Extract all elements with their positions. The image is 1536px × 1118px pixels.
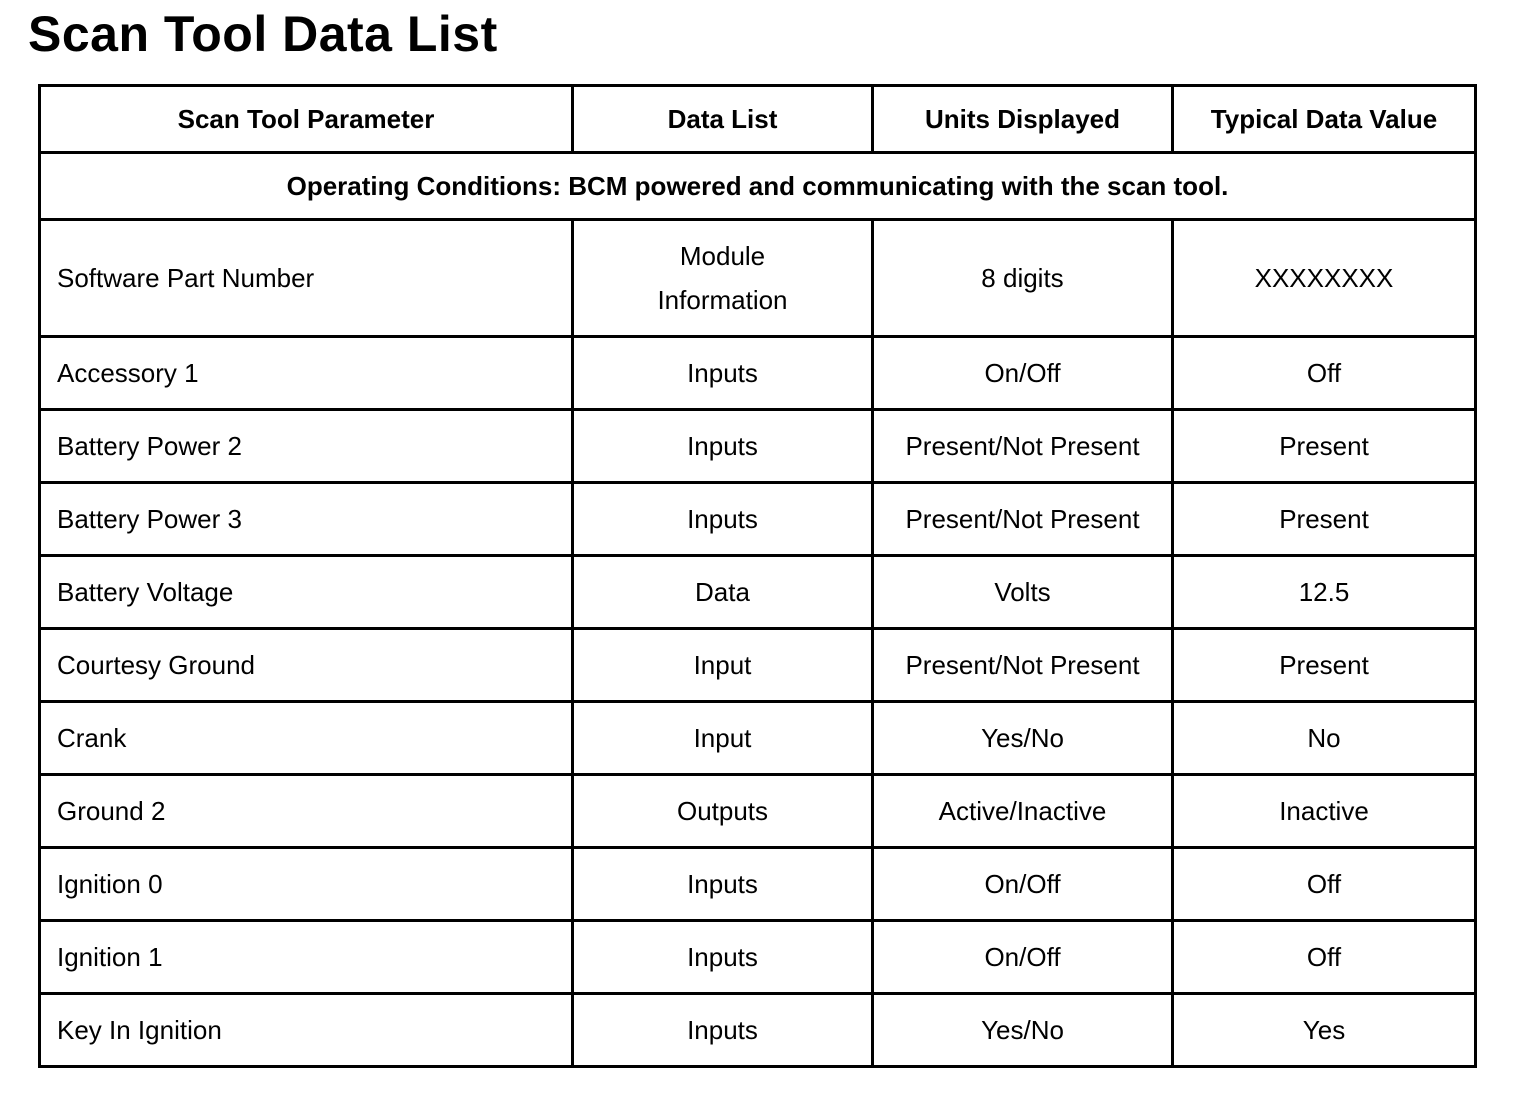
data-list-line: Information	[657, 285, 788, 315]
data-list-cell: Inputs	[573, 483, 873, 556]
table-row	[40, 629, 1476, 702]
units-cell: Present/Not Present	[873, 483, 1173, 556]
data-list-cell: Inputs	[573, 410, 873, 483]
data-list-cell: Inputs	[573, 994, 873, 1067]
operating-conditions-text: Operating Conditions: BCM powered and communicating with the scan tool.	[40, 153, 1476, 220]
parameter-cell: Accessory 1	[40, 337, 573, 410]
parameter-cell: Key In Ignition	[40, 994, 573, 1067]
table-header-row	[40, 86, 1476, 153]
data-list-cell: Outputs	[573, 775, 873, 848]
parameter-cell: Courtesy Ground	[40, 629, 573, 702]
parameter-cell: Ignition 0	[40, 848, 573, 921]
table-row	[40, 556, 1476, 629]
value-cell: Yes	[1173, 994, 1476, 1067]
parameter-cell: Battery Power 2	[40, 410, 573, 483]
value-cell: Present	[1173, 629, 1476, 702]
value-cell: Present	[1173, 410, 1476, 483]
header-data-list: Data List	[573, 86, 873, 153]
operating-conditions-row	[40, 153, 1476, 220]
units-cell: Present/Not Present	[873, 410, 1173, 483]
parameter-cell: Ignition 1	[40, 921, 573, 994]
data-list-cell: Inputs	[573, 848, 873, 921]
value-cell: 12.5	[1173, 556, 1476, 629]
value-cell: Present	[1173, 483, 1476, 556]
value-cell: Off	[1173, 337, 1476, 410]
page-title: Scan Tool Data List	[28, 6, 498, 62]
table-row	[40, 220, 1476, 337]
data-list-cell: Inputs	[573, 337, 873, 410]
scan-tool-data-table	[38, 84, 1477, 1068]
units-cell: Yes/No	[873, 994, 1173, 1067]
units-cell: Active/Inactive	[873, 775, 1173, 848]
units-cell: On/Off	[873, 921, 1173, 994]
units-cell: On/Off	[873, 337, 1173, 410]
data-list-cell	[573, 220, 873, 337]
data-list-cell: Data	[573, 556, 873, 629]
table-row	[40, 702, 1476, 775]
value-cell: XXXXXXXX	[1173, 220, 1476, 337]
value-cell: Inactive	[1173, 775, 1476, 848]
table-row	[40, 994, 1476, 1067]
table-row	[40, 337, 1476, 410]
value-cell: No	[1173, 702, 1476, 775]
parameter-cell: Software Part Number	[40, 220, 573, 337]
units-cell: Yes/No	[873, 702, 1173, 775]
data-list-cell: Inputs	[573, 921, 873, 994]
parameter-cell: Ground 2	[40, 775, 573, 848]
table-row	[40, 775, 1476, 848]
table-row	[40, 848, 1476, 921]
table-row	[40, 921, 1476, 994]
data-list-cell: Input	[573, 629, 873, 702]
table-row	[40, 483, 1476, 556]
value-cell: Off	[1173, 921, 1476, 994]
units-cell: 8 digits	[873, 220, 1173, 337]
parameter-cell: Battery Voltage	[40, 556, 573, 629]
units-cell: On/Off	[873, 848, 1173, 921]
header-units-displayed: Units Displayed	[873, 86, 1173, 153]
units-cell: Volts	[873, 556, 1173, 629]
data-list-line: Module	[679, 241, 766, 271]
header-typical-data-value: Typical Data Value	[1173, 86, 1476, 153]
value-cell: Off	[1173, 848, 1476, 921]
header-scan-tool-parameter: Scan Tool Parameter	[40, 86, 573, 153]
data-list-cell: Input	[573, 702, 873, 775]
parameter-cell: Crank	[40, 702, 573, 775]
units-cell: Present/Not Present	[873, 629, 1173, 702]
table-row	[40, 410, 1476, 483]
parameter-cell: Battery Power 3	[40, 483, 573, 556]
